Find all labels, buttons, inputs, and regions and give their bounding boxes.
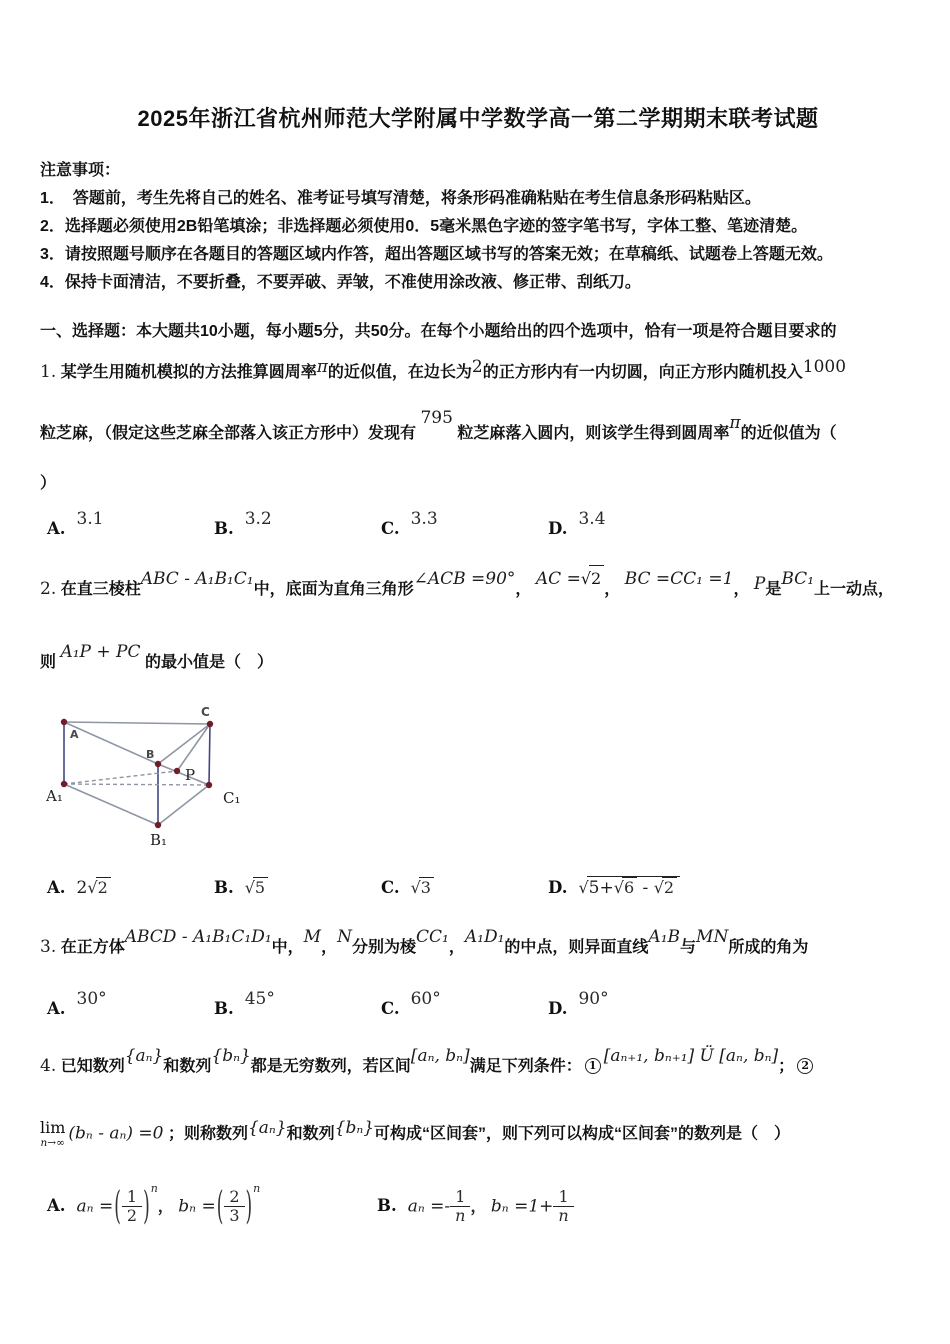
q3-math-a1d1: A₁D₁	[464, 927, 505, 947]
q3-text-6: 所成的角为	[728, 939, 809, 956]
q4-option-a	[40, 1181, 370, 1230]
q2-text-3: 是	[765, 581, 782, 598]
question-1-line-2	[40, 408, 916, 447]
q4-text-1: 已知数列	[60, 1058, 125, 1075]
limit-expression: lim n→∞	[40, 1118, 66, 1149]
q1-options	[40, 509, 916, 539]
q4-math-an: {aₙ}	[124, 1046, 164, 1066]
q1-num-2: 2	[471, 357, 483, 377]
q3-text-4: 的中点，则异面直线	[504, 939, 649, 956]
fraction: $\frac{1}{n}$	[450, 1189, 470, 1226]
prism-figure-svg	[46, 702, 296, 862]
q2-math-ac: AC =√2	[536, 565, 604, 593]
q2-option-d	[541, 876, 708, 898]
q3-option-a	[40, 989, 207, 1019]
option-label: A.	[47, 519, 66, 538]
q2-text-4: 上一动点，	[814, 581, 895, 598]
vertex-label-c1: C₁	[223, 789, 241, 807]
q4-text-4: 满足下列条件：	[469, 1058, 582, 1075]
q3-math-a1b: A₁B	[648, 927, 681, 947]
option-label: B.	[377, 1196, 397, 1216]
question-1-line-1	[40, 359, 916, 386]
q3-text-1: 在正方体	[60, 939, 125, 956]
q4-semicolon: ；	[778, 1058, 795, 1075]
q1-text-3: 的正方形内有一内切圆，向正方形内随机投入	[482, 364, 803, 381]
sqrt-expression: √5	[245, 877, 268, 897]
vertex-label-p: P	[185, 766, 196, 784]
condition-1-badge: 1	[585, 1058, 601, 1074]
option-label: D.	[548, 519, 568, 538]
q2-text-1: 在直三棱柱	[60, 581, 141, 598]
q4-math-bn: {bₙ}	[211, 1046, 251, 1066]
sqrt-expression: √3	[411, 877, 434, 897]
q3-math-cc1: CC₁	[416, 927, 449, 947]
option-label: C.	[381, 519, 400, 538]
pi-symbol: π	[729, 413, 741, 433]
q2-math-angle: ∠ACB =90°	[413, 569, 516, 589]
option-value: 3.4	[578, 509, 606, 529]
q4-text-5: ；则称数列	[167, 1125, 248, 1143]
option-value: 3.1	[76, 509, 104, 529]
option-label: C.	[381, 878, 400, 897]
page-title: 2025年浙江省杭州师范大学附属中学数学高一第二学期期末联考试题	[137, 106, 819, 131]
sqrt-expression: √2	[87, 877, 110, 897]
q2-math-bc1: BC₁	[781, 569, 815, 589]
prism-figure	[46, 702, 916, 862]
q3-math-m: M	[303, 927, 322, 947]
option-label: B.	[214, 878, 234, 897]
q2-options	[40, 876, 916, 898]
option-value: 3.3	[410, 509, 438, 529]
q2-text-5: 则	[40, 654, 57, 671]
q4-text-6: 和数列	[286, 1125, 335, 1143]
option-value: aₙ =( $\frac{1}{2}$ )$^n$， bₙ =( $\frac{2}{3}$ )$^n$	[76, 1181, 261, 1230]
q1-option-a	[40, 509, 207, 539]
q3-options	[40, 989, 916, 1019]
question-4-line-2	[40, 1120, 916, 1149]
option-value: 2√2	[77, 877, 111, 898]
notice-item-4: 4．保持卡面清洁，不要折叠，不要弄破、弄皱，不准使用涂改液、修正带、刮纸刀。	[40, 274, 641, 291]
q4-math-condition-1: [aₙ₊₁, bₙ₊₁] Ü [aₙ, bₙ]	[603, 1046, 779, 1066]
q4-number: 4.	[40, 1056, 57, 1076]
q1-text-2: 的近似值，在边长为	[327, 364, 472, 381]
q3-math-mn: MN	[696, 927, 729, 947]
nested-sqrt-expression: √5+√6 - √2	[578, 876, 680, 898]
q2-math-p: P	[753, 574, 766, 594]
fraction: $\frac{1}{2}$	[122, 1189, 142, 1226]
q2-math-bc: BC =CC₁ =1	[624, 569, 734, 589]
notice-heading: 注意事项：	[40, 162, 121, 179]
question-3: 3. 在正方体ABCD - A₁B₁C₁D₁中，M，N分别为棱CC₁，A₁D₁的中点，则异面直线A₁B与MN所成的角为	[40, 934, 916, 961]
q1-num-1000: 1000	[802, 357, 847, 377]
q4-math-limit-body: (bₙ - aₙ) =0	[68, 1123, 164, 1144]
option-value: 60°	[410, 989, 441, 1009]
fraction: $\frac{2}{3}$	[224, 1189, 244, 1226]
q4-options	[40, 1181, 916, 1230]
fraction: $\frac{1}{n}$	[553, 1189, 573, 1226]
q3-text-2: 中，	[271, 939, 304, 956]
vertex-label-b: B	[146, 748, 155, 761]
option-value: aₙ =- $\frac{1}{n}$ ， bₙ =1+ $\frac{1}{n}$	[408, 1189, 574, 1226]
q3-option-b	[207, 989, 374, 1019]
option-value: 30°	[76, 989, 107, 1009]
question-4-line-1	[40, 1046, 916, 1080]
q1-number: 1.	[40, 362, 57, 382]
q3-number: 3.	[40, 937, 57, 957]
option-label: A.	[47, 1196, 66, 1216]
q1-option-b	[207, 509, 374, 539]
q1-text-6: 的近似值为（	[740, 425, 837, 442]
q1-text-1: 某学生用随机模拟的方法推算圆周率	[60, 364, 317, 381]
option-label: C.	[381, 999, 400, 1018]
q4-text-7: 可构成“区间套”，则下列可以构成“区间套”的数列是（ ）	[374, 1125, 791, 1143]
option-label: D.	[548, 999, 568, 1018]
sqrt-expression: √2	[581, 565, 604, 592]
option-value: 3.2	[244, 509, 272, 529]
option-value: 90°	[578, 989, 609, 1009]
q4-option-b	[370, 1186, 700, 1226]
pi-symbol: π	[316, 357, 328, 377]
q1-option-d	[541, 509, 708, 539]
q4-math-an: {aₙ}	[247, 1118, 287, 1139]
vertex-label-a: A	[70, 728, 79, 741]
q3-option-d	[541, 989, 708, 1019]
q4-math-bn: {bₙ}	[334, 1118, 375, 1139]
question-1-close-paren: ）	[40, 475, 57, 492]
notice-item-3: 3．请按照题号顺序在各题目的答题区域内作答，超出答题区域书写的答案无效；在草稿纸、试题卷上答题无效。	[40, 246, 833, 263]
question-2-line-2	[40, 642, 916, 676]
q4-text-3: 都是无穷数列，若区间	[250, 1058, 411, 1075]
q3-text-3: 分别为棱	[351, 939, 416, 956]
q2-math-prism: ABC - A₁B₁C₁	[140, 569, 254, 589]
condition-2-badge: 2	[797, 1058, 813, 1074]
q2-text-6: 的最小值是（ ）	[144, 654, 273, 671]
q1-option-c	[374, 509, 541, 539]
q2-text-2: 中，底面为直角三角形	[253, 581, 414, 598]
option-label: A.	[47, 999, 66, 1018]
vertex-label-b1: B₁	[150, 831, 168, 849]
q2-option-a	[40, 877, 207, 898]
option-label: D.	[548, 878, 568, 897]
notice-item-1: 1． 答题前，考生先将自己的姓名、准考证号填写清楚，将条形码准确粘贴在考生信息条形码粘贴区。	[40, 190, 761, 207]
q2-math-a1p-pc: A₁P + PC	[60, 642, 141, 662]
q2-option-b	[207, 877, 374, 897]
option-label: B.	[214, 519, 234, 538]
q1-text-5: 粒芝麻落入圆内，则该学生得到圆周率	[457, 425, 730, 442]
notice-item-2: 2．选择题必须使用2B铅笔填涂；非选择题必须使用0．5毫米黑色字迹的签字笔书写，字体工整、笔迹清楚。	[40, 218, 808, 235]
q2-option-c	[374, 877, 541, 897]
q3-option-c	[374, 989, 541, 1019]
option-label: A.	[47, 878, 66, 897]
option-value: 45°	[244, 989, 275, 1009]
vertex-label-c: C	[201, 705, 210, 719]
section-1-heading: 一、选择题：本大题共10小题，每小题5分，共50分。在每个小题给出的四个选项中，恰有一项是符合题目要求的	[40, 323, 837, 340]
q4-math-interval: [aₙ, bₙ]	[410, 1046, 470, 1066]
q4-text-2: 和数列	[163, 1058, 212, 1075]
q1-text-4: 粒芝麻，（假定这些芝麻全部落入该正方形中）发现有	[40, 425, 417, 442]
option-label: B.	[214, 999, 234, 1018]
question-2-line-1: 2. 在直三棱柱ABC - A₁B₁C₁中，底面为直角三角形∠ACB =90°， AC =√2， BC =CC₁ =1， P是BC₁上一动点，	[40, 575, 916, 603]
q3-text-5: 与	[680, 939, 697, 956]
q2-number: 2.	[40, 579, 57, 599]
q3-math-n: N	[337, 927, 352, 947]
vertex-label-a1: A₁	[46, 787, 63, 805]
q1-num-795: 795	[420, 408, 453, 428]
q3-math-cube: ABCD - A₁B₁C₁D₁	[124, 927, 272, 947]
